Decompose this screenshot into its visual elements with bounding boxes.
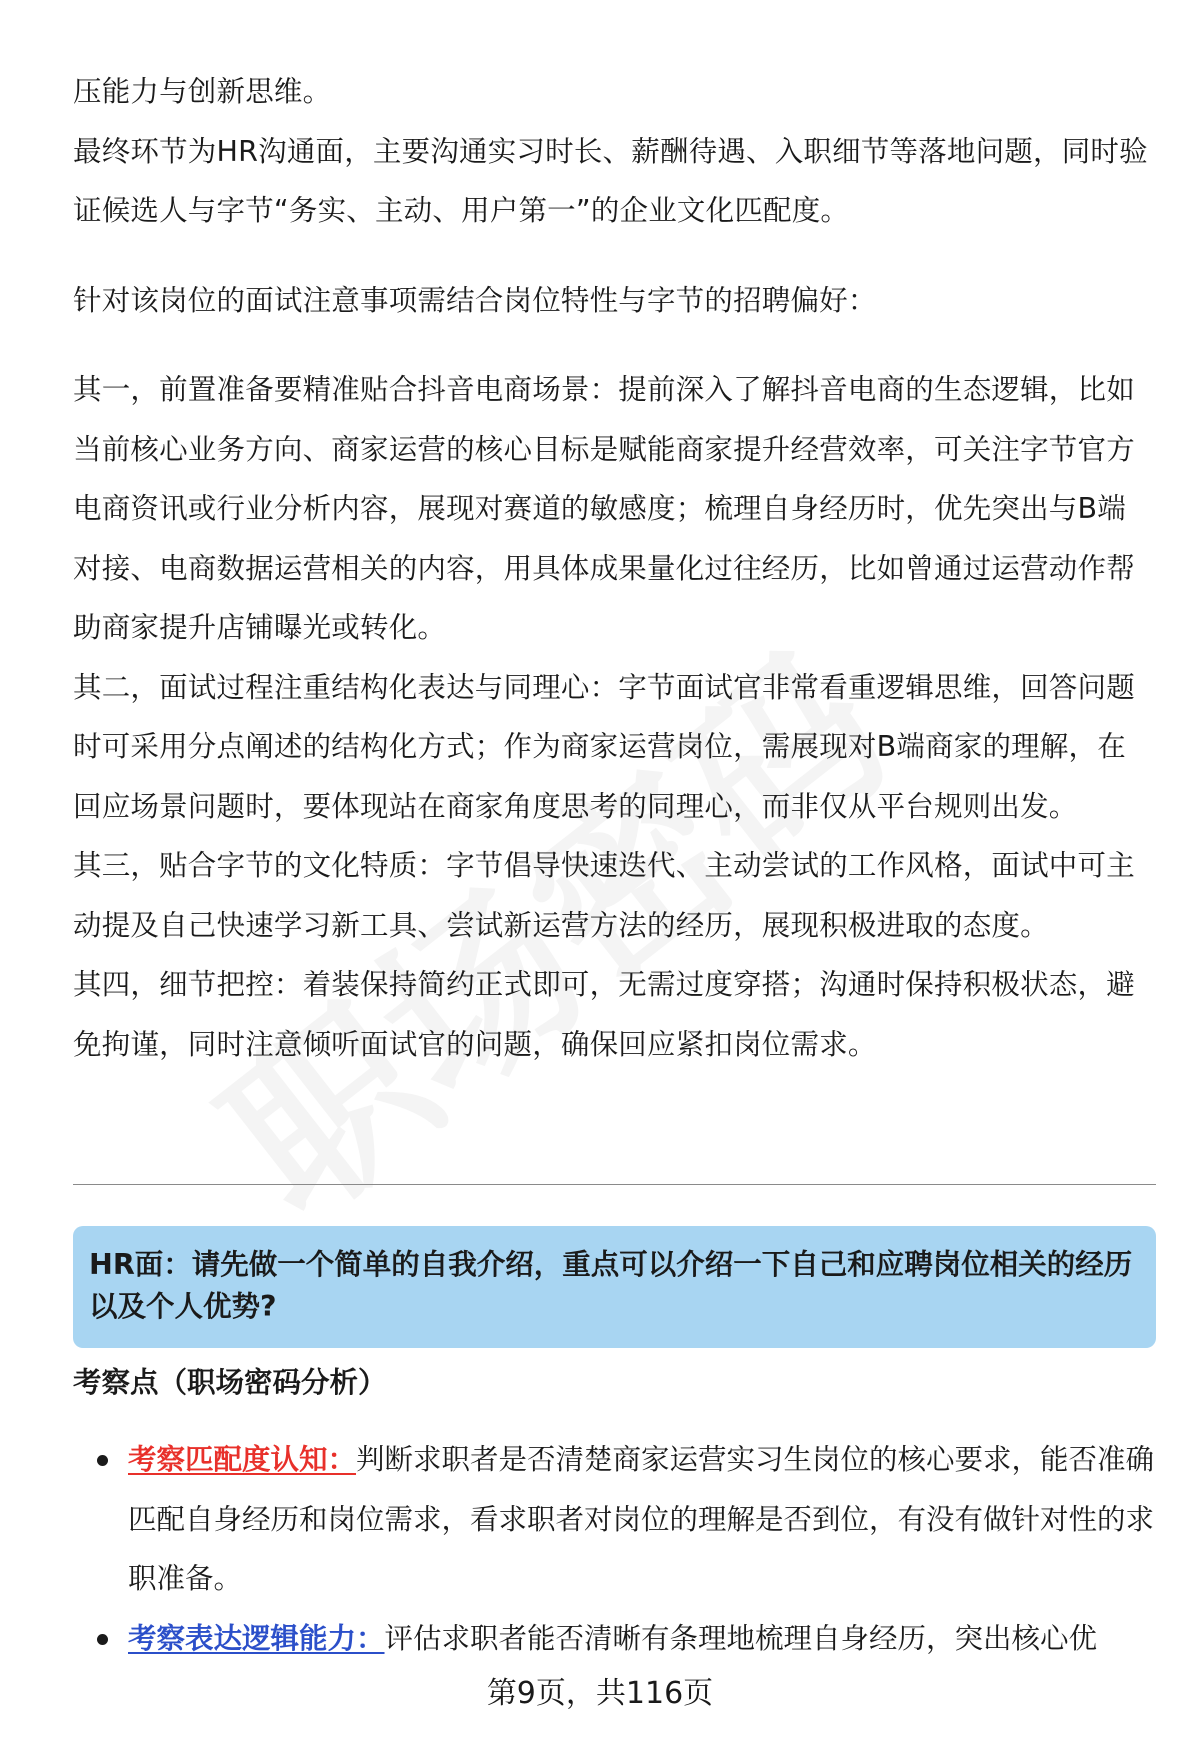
paragraph: 最终环节为HR沟通面，主要沟通实习时长、薪酬待遇、入职细节等落地问题，同时验证候选人与字节“务实、主动、用户第一”的企业文化匹配度。 xyxy=(73,134,1148,227)
spacer xyxy=(73,330,1153,360)
item-text: 判断求职者是否清楚商家运营实习生岗位的核心要求，能否准确匹配自身经历和岗位需求，看求职者对岗位的理解是否到位，有没有做针对性的求职准备。 xyxy=(128,1443,1155,1595)
question-text: HR面：请先做一个简单的自我介绍，重点可以介绍一下自己和应聘岗位相关的经历以及个人优势? xyxy=(89,1248,1133,1323)
intro-paragraph: 针对该岗位的面试注意事项需结合岗位特性与字节的招聘偏好： xyxy=(73,283,877,317)
body-text xyxy=(73,62,1153,1074)
bullet-dot-icon xyxy=(97,1455,108,1466)
bullet-dot-icon xyxy=(97,1634,108,1645)
section-divider xyxy=(73,1184,1156,1185)
tip-paragraph: 其二，面试过程注重结构化表达与同理心：字节面试官非常看重逻辑思维，回答问题时可采用分点阐述的结构化方式；作为商家运营岗位，需展现对B端商家的理解，在回应场景问题时，要体现站在商家角度思考的同理心，而非仅从平台规则出发。 xyxy=(73,670,1135,823)
list-item xyxy=(73,1609,1156,1669)
item-label: 考察匹配度认知： xyxy=(128,1443,357,1476)
item-label: 考察表达逻辑能力： xyxy=(128,1621,385,1655)
tip-paragraph: 其一，前置准备要精准贴合抖音电商场景：提前深入了解抖音电商的生态逻辑，比如当前核心业务方向、商家运营的核心目标是赋能商家提升经营效率，可关注字节官方电商资讯或行业分析内容，展现对赛道的敏感度；梳理自身经历时，优先突出与B端对接、电商数据运营相关的内容，用具体成果量化过往经历，比如曾通过运营动作帮助商家提升店铺曝光或转化。 xyxy=(73,373,1135,644)
question-box xyxy=(73,1226,1156,1348)
page-number: 第9页，共116页 xyxy=(486,1676,714,1711)
item-text: 评估求职者能否清晰有条理地梳理自身经历，突出核心优 xyxy=(384,1621,1098,1655)
list-item xyxy=(73,1430,1156,1609)
tip-paragraph: 其三，贴合字节的文化特质：字节倡导快速迭代、主动尝试的工作风格，面试中可主动提及自己快速学习新工具、尝试新运营方法的经历，展现积极进取的态度。 xyxy=(73,849,1135,942)
paragraph: 压能力与创新思维。 xyxy=(73,75,332,108)
spacer xyxy=(73,241,1153,271)
tip-paragraph: 其四，细节把控：着装保持简约正式即可，无需过度穿搭；沟通时保持积极状态，避免拘谨，同时注意倾听面试官的问题，确保回应紧扣岗位需求。 xyxy=(73,968,1135,1061)
analysis-list xyxy=(73,1430,1156,1668)
section-title: 考察点（职场密码分析） xyxy=(73,1366,387,1399)
